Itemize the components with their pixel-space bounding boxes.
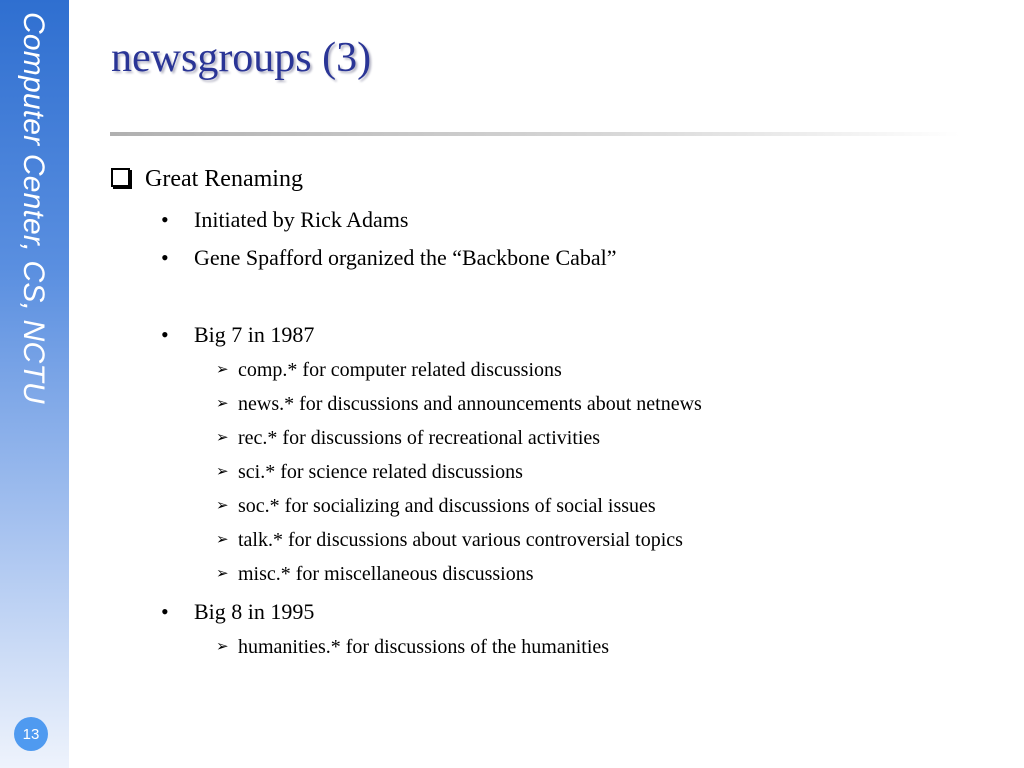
heading-item: [111, 166, 303, 193]
bullet-text: Gene Spafford organized the “Backbone Cabal”: [194, 245, 617, 270]
arrow-bullet-icon: ➢: [216, 639, 229, 655]
arrow-bullet-icon: ➢: [216, 362, 229, 378]
arrow-bullet-icon: ➢: [216, 396, 229, 412]
sub-bullet-item: [216, 393, 702, 416]
bullet-item: [161, 599, 314, 625]
sidebar: [0, 0, 69, 768]
sub-bullet-item: [216, 495, 656, 518]
bullet-text: Big 7 in 1987: [194, 322, 315, 347]
arrow-bullet-icon: ➢: [216, 566, 229, 582]
sub-bullet-text: rec.* for discussions of recreational activities: [238, 427, 601, 449]
bullet-text: Big 8 in 1995: [194, 599, 315, 624]
page-number-badge: 13: [14, 717, 48, 751]
dot-bullet-icon: •: [161, 245, 169, 270]
sub-bullet-text: soc.* for socializing and discussions of social issues: [238, 495, 656, 517]
arrow-bullet-icon: ➢: [216, 532, 229, 548]
sub-bullet-text: comp.* for computer related discussions: [238, 359, 562, 381]
heading-text: Great Renaming: [145, 166, 303, 192]
bullet-text: Initiated by Rick Adams: [194, 207, 409, 232]
sub-bullet-item: [216, 427, 600, 450]
title-divider: [110, 132, 960, 136]
bullet-item: [161, 322, 314, 348]
sub-bullet-item: [216, 563, 534, 586]
sub-bullet-text: humanities.* for discussions of the humanities: [238, 636, 610, 658]
arrow-bullet-icon: ➢: [216, 498, 229, 514]
sub-bullet-item: [216, 461, 523, 484]
sub-bullet-item: [216, 359, 562, 382]
dot-bullet-icon: •: [161, 599, 169, 624]
sub-bullet-text: talk.* for discussions about various controversial topics: [238, 529, 683, 551]
sub-bullet-item: [216, 529, 683, 552]
arrow-bullet-icon: ➢: [216, 464, 229, 480]
arrow-bullet-icon: ➢: [216, 430, 229, 446]
bullet-item: [161, 207, 408, 233]
sub-bullet-text: news.* for discussions and announcements about netnews: [238, 393, 702, 415]
bullet-item: [161, 245, 617, 271]
sidebar-label: Computer Center, CS, NCTU: [17, 12, 50, 404]
sub-bullet-text: misc.* for miscellaneous discussions: [238, 563, 534, 585]
dot-bullet-icon: •: [161, 207, 169, 232]
sub-bullet-item: [216, 636, 609, 659]
sub-bullet-text: sci.* for science related discussions: [238, 461, 523, 483]
checkbox-bullet-icon: [111, 168, 130, 187]
dot-bullet-icon: •: [161, 322, 169, 347]
slide-title: newsgroups (3): [111, 35, 372, 81]
